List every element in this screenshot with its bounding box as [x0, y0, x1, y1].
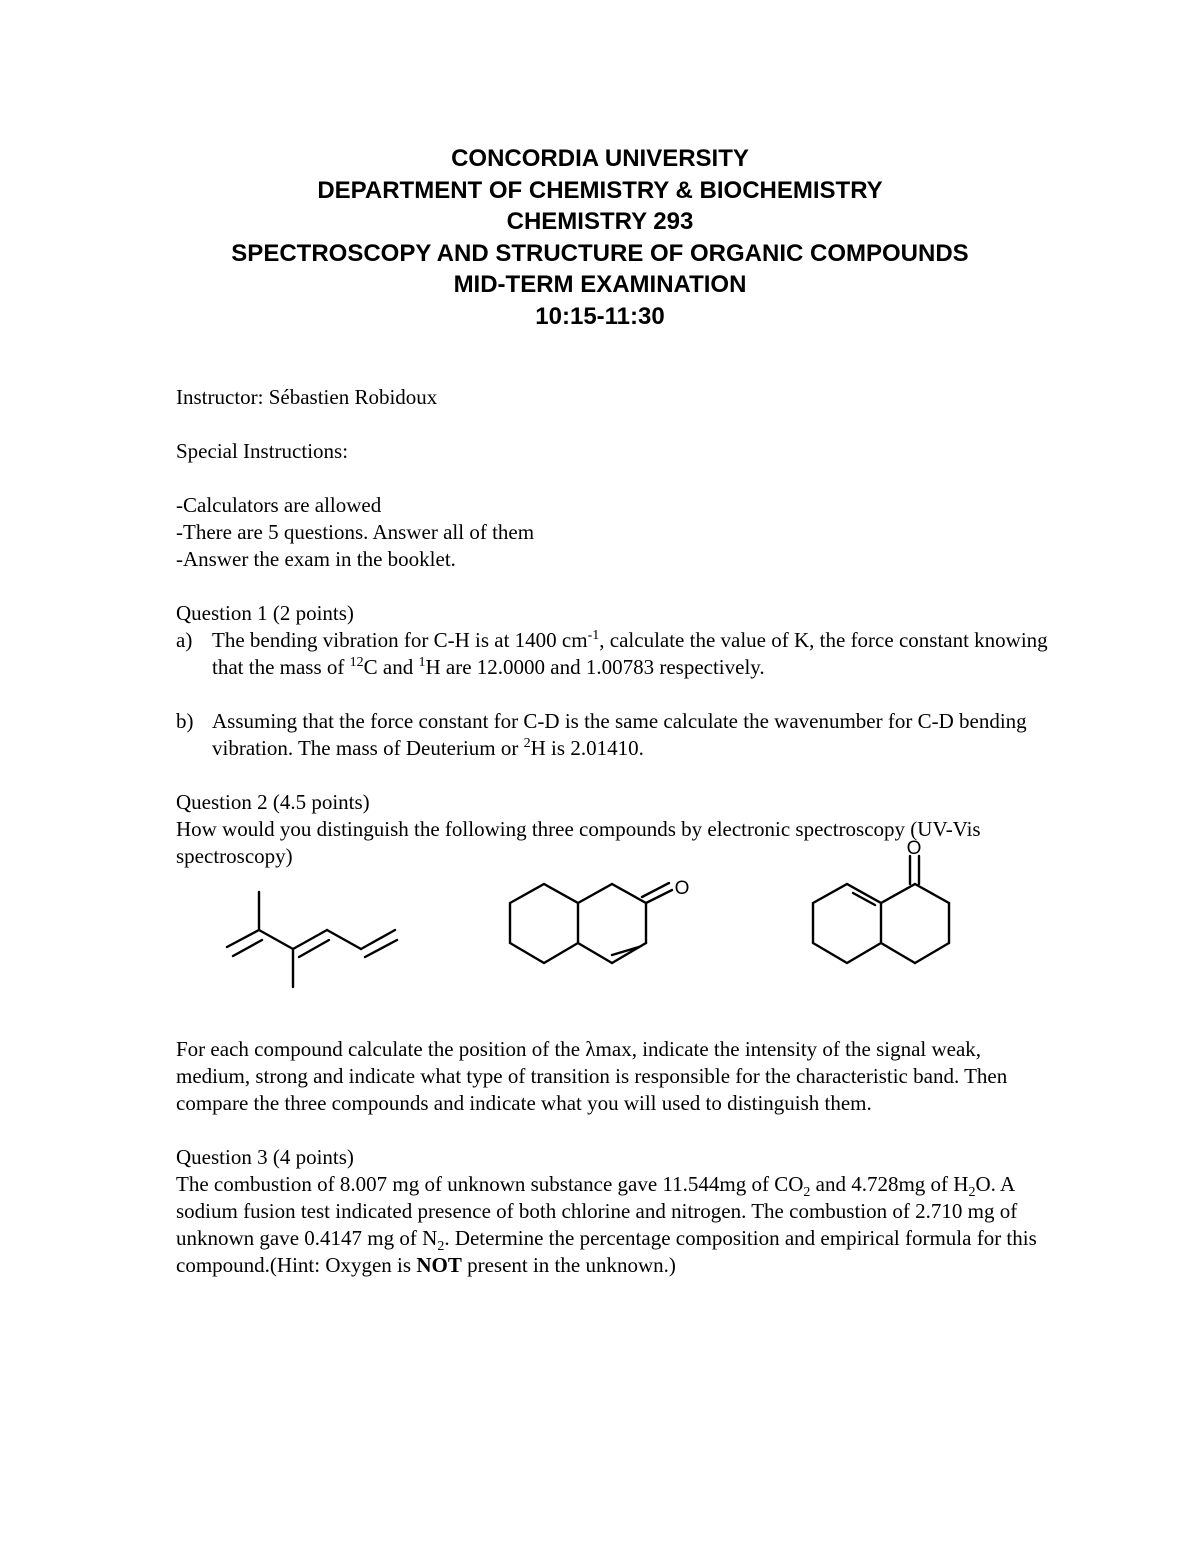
question-1b-text: Assuming that the force constant for C-D is the same calculate the wavenumber for C-D bending vibration. The mass of Deuterium or $^2$H is 2.01410.	[212, 709, 1027, 760]
compound-3-ketone	[813, 856, 949, 963]
instruction-item: -Answer the exam in the booklet.	[176, 547, 456, 571]
course-title: SPECTROSCOPY AND STRUCTURE OF ORGANIC COMPOUNDS	[231, 239, 969, 267]
item-label: a)	[176, 628, 193, 652]
question-3-title: Question 3 (4 points)	[176, 1145, 354, 1169]
oxygen-label: O	[906, 838, 922, 859]
oxygen-label: O	[674, 878, 690, 899]
university-name: CONCORDIA UNIVERSITY	[451, 145, 749, 172]
instructor-line: Instructor: Sébastien Robidoux	[176, 385, 438, 409]
item-label: b)	[176, 709, 194, 733]
instruction-item: -Calculators are allowed	[176, 493, 382, 517]
question-3-text: The combustion of 8.007 mg of unknown substance gave 11.544mg of $CO_2$ and 4.728mg of $H_2O$. A sodium fusion test indicated presence of both chlorine and nitrogen. The combustion of 2.710 mg of unknown gave 0.4147 mg of $N_2$. Determine the percentage composition and empirical formula for this compound.(Hint: Oxygen is NOT present in the unknown.)	[176, 1172, 1037, 1277]
instruction-item: -There are 5 questions. Answer all of them	[176, 520, 535, 544]
question-1a-text: The bending vibration for C-H is at 1400 $cm^{-1}$, calculate the value of K, the force constant knowing that the mass of $^{12}$C and $^1$H are 12.0000 and 1.00783 respectively.	[212, 628, 1048, 679]
question-2-text: How would you distinguish the following three compounds by electronic spectroscopy (UV-Vis spectroscopy)	[176, 817, 981, 868]
compound-1-triene	[227, 892, 397, 987]
special-instructions-title: Special Instructions:	[176, 439, 349, 463]
question-2-instructions: For each compound calculate the position of the λmax, indicate the intensity of the signal weak, medium, strong and indicate what type of transition is responsible for the characteristic band. Then compare the three compounds and indicate what you will used to distinguish them.	[176, 1037, 1008, 1115]
compound-2-enone	[510, 883, 672, 963]
question-2-title: Question 2 (4.5 points)	[176, 790, 370, 814]
exam-type: MID-TERM EXAMINATION	[453, 271, 747, 298]
exam-time: 10:15-11:30	[535, 302, 665, 330]
question-1-title: Question 1 (2 points)	[176, 601, 354, 625]
course-number: CHEMISTRY 293	[506, 208, 694, 235]
department-name: DEPARTMENT OF CHEMISTRY & BIOCHEMISTRY	[317, 176, 883, 204]
